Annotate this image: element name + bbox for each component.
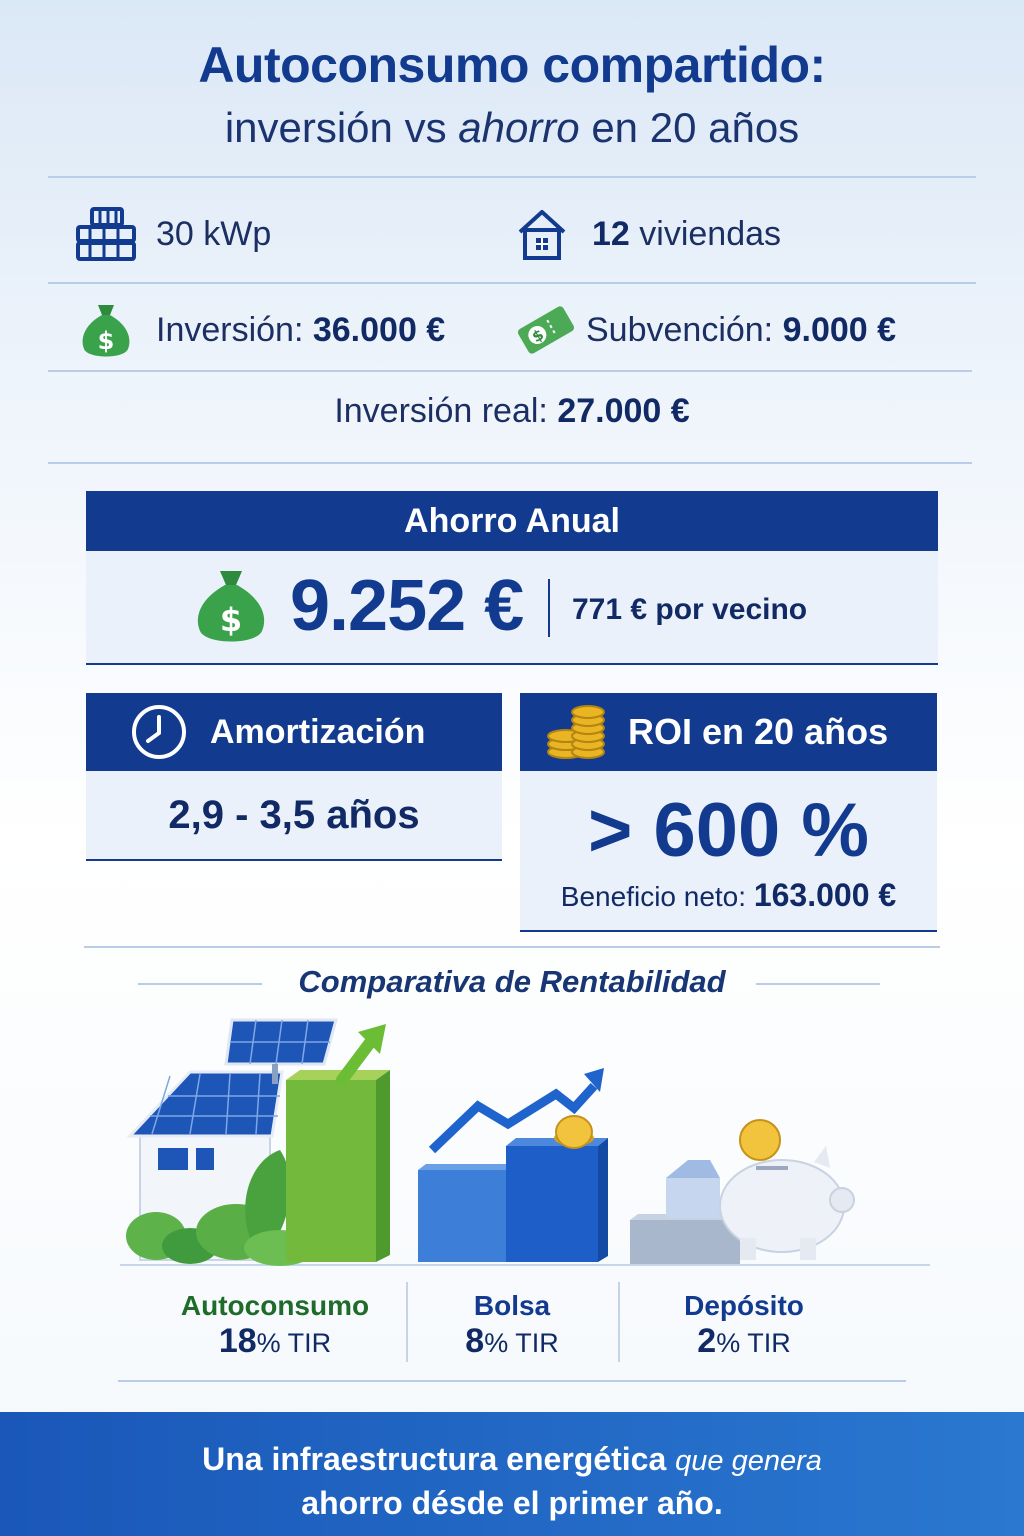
roi-net-value: 163.000 € [753,877,897,913]
comparison-name-bolsa: Bolsa [473,1290,551,1321]
savings-body [86,551,938,665]
house-icon [510,204,574,264]
homes-stat [510,204,781,264]
subsidy-label: Subvención: [586,310,774,349]
divider [48,176,976,178]
payback-value: 2,9 - 3,5 años [168,792,420,837]
subtitle-part-a: inversión vs [224,104,447,151]
footer-banner [0,1412,1024,1536]
comparison-name-autoconsumo: Autoconsumo [180,1290,370,1321]
divider [756,983,880,985]
page-title: Autoconsumo compartido: [198,37,826,93]
comparison-value-deposito: 2% TIR [697,1322,791,1360]
comparison-illustration [110,1010,940,1272]
savings-per-neighbor: 771 € por vecino [572,593,808,626]
roi-value: > 600 % [588,788,869,873]
clock-icon [130,703,188,761]
real-investment [0,392,1024,431]
savings-header: Ahorro Anual [86,491,938,551]
power-value: 30 kWp [156,214,272,253]
payback-title: Amortización [210,712,426,751]
money-bag-icon [74,300,138,360]
payback-header [86,693,502,771]
divider [48,370,972,372]
real-investment-label: Inversión real: [334,392,548,430]
divider [118,1380,906,1382]
subtitle-part-c: en 20 años [591,104,800,151]
comparison-name-deposito: Depósito [684,1290,804,1321]
comparison-value-bolsa: 8% TIR [465,1322,559,1360]
investment-value: 36.000 € [312,310,446,349]
investment-label: Inversión: [156,310,304,349]
investment-stat [74,300,445,360]
coin-stack-icon [544,702,608,762]
ticket-money-icon [514,300,578,360]
building-stack-icon [74,204,138,264]
roi-net-label: Beneficio neto: [560,881,747,912]
divider [48,462,972,464]
footer-line-1: Una infraestructura energética que genera [202,1441,822,1477]
roi-body [520,771,937,932]
savings-amount: 9.252 € [290,566,524,646]
payback-body [86,771,502,861]
roi-title: ROI en 20 años [628,711,889,752]
subtitle-part-b: ahorro [458,104,580,151]
power-stat [74,204,271,264]
subsidy-stat [514,300,896,360]
page-subtitle [0,104,1024,152]
divider [48,282,976,284]
comparison-value-autoconsumo: 18% TIR [218,1322,332,1360]
footer-line-2: ahorro désde el primer año. [301,1485,723,1521]
separator [548,579,550,637]
svg-text:$: $ [97,327,115,355]
homes-count: 12 viviendas [592,214,782,253]
divider [84,946,940,948]
real-investment-value: 27.000 € [557,392,690,430]
roi-header [520,693,937,771]
svg-text:$: $ [528,325,547,347]
money-bag-icon [190,565,272,654]
separator [406,1282,408,1362]
svg-text:$: $ [219,601,243,639]
bolsa-bars [418,1068,608,1262]
roi-net [520,877,937,914]
deposito-illustration [630,1120,854,1264]
subsidy-value: 9.000 € [782,310,897,349]
comparison-title: Comparativa de Rentabilidad [298,964,726,999]
separator [618,1282,620,1362]
